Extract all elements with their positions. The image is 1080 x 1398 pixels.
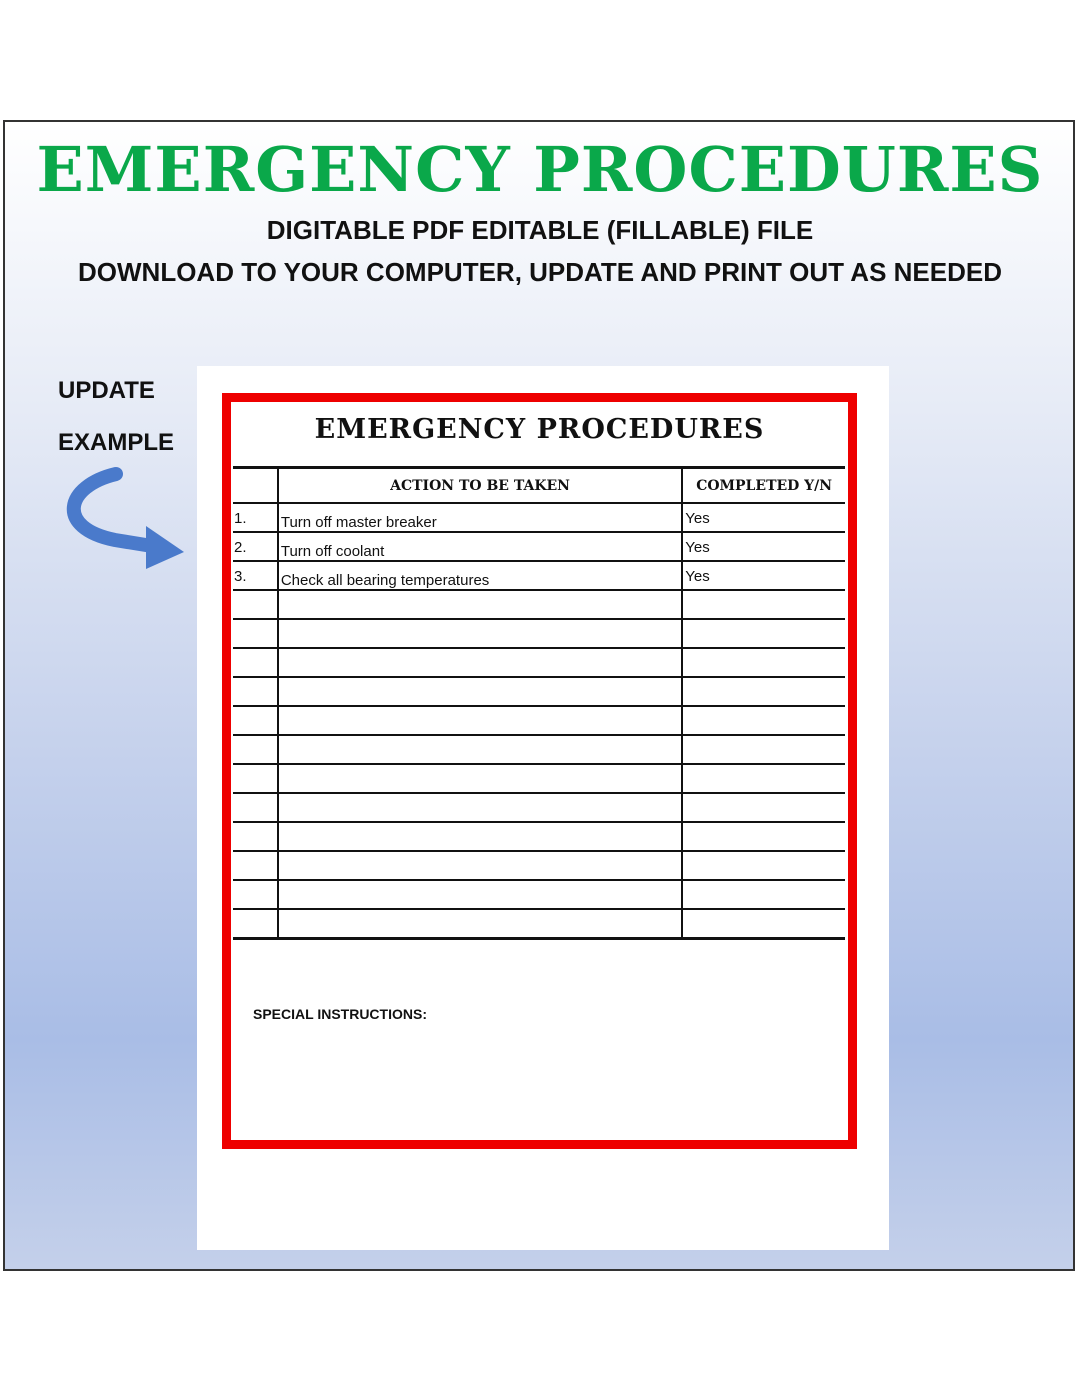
main-title: EMERGENCY PROCEDURES: [36, 133, 1044, 206]
completed-text: Yes: [685, 568, 710, 585]
completed-text: [683, 620, 845, 626]
completed-field[interactable]: [682, 532, 845, 561]
table-row: [233, 851, 845, 880]
row-number-cell: [233, 735, 278, 764]
curved-arrow-right-icon: [60, 466, 190, 576]
completed-field[interactable]: [682, 561, 845, 590]
action-text: [279, 881, 681, 891]
row-number-cell: [233, 677, 278, 706]
table-row: [233, 735, 845, 764]
row-number-cell: [233, 851, 278, 880]
action-field[interactable]: [278, 735, 682, 764]
action-field[interactable]: [278, 793, 682, 822]
table-row: [233, 909, 845, 939]
action-text: Check all bearing temperatures: [280, 572, 490, 589]
row-number: [233, 649, 277, 655]
header-action: ACTION TO BE TAKEN: [278, 468, 682, 504]
header-completed: COMPLETED Y/N: [682, 468, 845, 504]
procedures-form: [222, 393, 857, 1149]
table-row: [233, 706, 845, 735]
table-row: [233, 561, 845, 590]
action-field[interactable]: [278, 706, 682, 735]
completed-text: [683, 707, 845, 713]
completed-field[interactable]: [682, 851, 845, 880]
action-field[interactable]: [278, 822, 682, 851]
row-number: [233, 765, 277, 771]
completed-text: [683, 765, 845, 771]
row-number: [233, 852, 277, 858]
completed-field[interactable]: [682, 648, 845, 677]
row-number: [233, 910, 277, 916]
completed-field[interactable]: [682, 793, 845, 822]
action-field[interactable]: [278, 590, 682, 619]
action-text: [279, 591, 681, 601]
row-number-cell: [233, 706, 278, 735]
table-row: [233, 648, 845, 677]
table-header-row: [233, 468, 845, 504]
row-number-cell: [233, 764, 278, 793]
table-row: [233, 503, 845, 532]
table-row: [233, 590, 845, 619]
row-number-cell: [233, 909, 278, 939]
completed-field[interactable]: [682, 909, 845, 939]
subtitle-line-1: DIGITABLE PDF EDITABLE (FILLABLE) FILE: [266, 215, 814, 245]
row-number: [233, 678, 277, 684]
row-number-cell: [233, 822, 278, 851]
action-text: [279, 736, 681, 746]
action-text: [279, 910, 681, 920]
procedures-table: [233, 466, 845, 940]
action-field[interactable]: [278, 909, 682, 939]
subtitle-line-2: DOWNLOAD TO YOUR COMPUTER, UPDATE AND PRINT OUT AS NEEDED: [78, 257, 1002, 287]
row-number-cell: [233, 880, 278, 909]
action-text: [279, 620, 681, 630]
action-field[interactable]: [278, 561, 682, 590]
row-number: [233, 591, 277, 597]
completed-text: [683, 852, 845, 858]
table-row: [233, 764, 845, 793]
action-field[interactable]: [278, 648, 682, 677]
row-number-cell: [233, 590, 278, 619]
completed-text: [683, 823, 845, 829]
row-number-cell: [233, 648, 278, 677]
completed-field[interactable]: [682, 764, 845, 793]
row-number-cell: [233, 503, 278, 532]
completed-text: [683, 649, 845, 655]
action-text: Turn off coolant: [280, 543, 385, 560]
action-text: Turn off master breaker: [280, 514, 437, 531]
header-number-cell: [233, 468, 278, 504]
completed-field[interactable]: [682, 880, 845, 909]
table-row: [233, 880, 845, 909]
completed-text: [683, 736, 845, 742]
completed-field[interactable]: [682, 590, 845, 619]
row-number: 1.: [234, 510, 247, 527]
completed-text: Yes: [685, 510, 710, 527]
action-text: [279, 765, 681, 775]
action-text: [279, 852, 681, 862]
action-text: [279, 649, 681, 659]
completed-field[interactable]: [682, 735, 845, 764]
table-row: [233, 677, 845, 706]
completed-text: [683, 794, 845, 800]
completed-text: Yes: [685, 539, 710, 556]
row-number: [233, 794, 277, 800]
table-row: [233, 793, 845, 822]
table-row: [233, 619, 845, 648]
row-number-cell: [233, 532, 278, 561]
action-field[interactable]: [278, 880, 682, 909]
completed-field[interactable]: [682, 503, 845, 532]
row-number: 3.: [234, 568, 247, 585]
row-number-cell: [233, 561, 278, 590]
table-row: [233, 822, 845, 851]
row-number: [233, 620, 277, 626]
row-number: [233, 881, 277, 887]
action-text: [279, 707, 681, 717]
completed-text: [683, 591, 845, 597]
action-text: [279, 823, 681, 833]
form-title: EMERGENCY PROCEDURES: [314, 414, 765, 445]
example-label: EXAMPLE: [58, 429, 175, 456]
action-text: [279, 678, 681, 688]
special-instructions-label: SPECIAL INSTRUCTIONS:: [253, 1006, 427, 1022]
row-number-cell: [233, 619, 278, 648]
action-field[interactable]: [278, 532, 682, 561]
row-number: [233, 736, 277, 742]
completed-field[interactable]: [682, 706, 845, 735]
table-row: [233, 532, 845, 561]
action-text: [279, 794, 681, 804]
row-number: [233, 823, 277, 829]
update-label: UPDATE: [58, 377, 155, 404]
row-number: [233, 707, 277, 713]
action-field[interactable]: [278, 764, 682, 793]
completed-text: [683, 678, 845, 684]
action-field[interactable]: [278, 851, 682, 880]
action-field[interactable]: [278, 677, 682, 706]
completed-field[interactable]: [682, 619, 845, 648]
action-field[interactable]: [278, 619, 682, 648]
completed-field[interactable]: [682, 822, 845, 851]
completed-text: [683, 910, 845, 916]
completed-text: [683, 881, 845, 887]
row-number-cell: [233, 793, 278, 822]
completed-field[interactable]: [682, 677, 845, 706]
action-field[interactable]: [278, 503, 682, 532]
row-number: 2.: [234, 539, 247, 556]
